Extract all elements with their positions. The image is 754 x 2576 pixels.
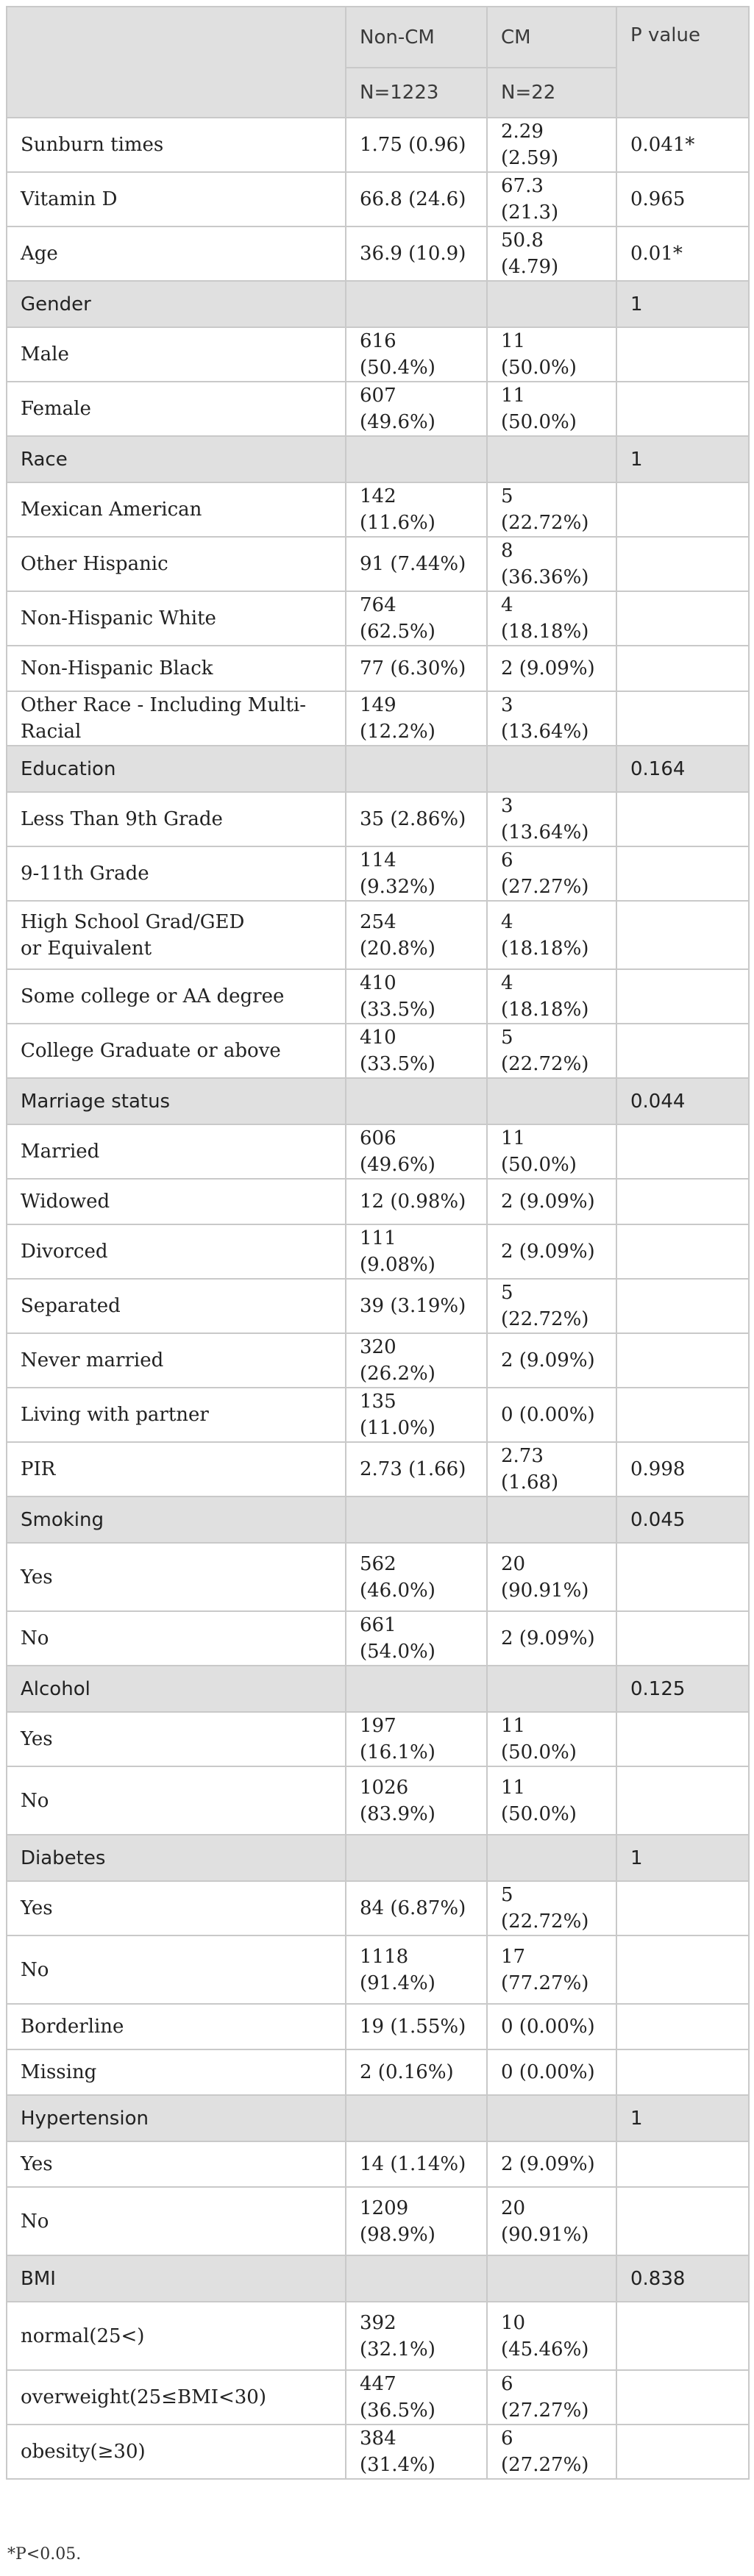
section-empty-cell [346, 1666, 487, 1712]
table-row [7, 1442, 749, 1496]
table-row [7, 691, 749, 746]
section-empty-cell [487, 1666, 616, 1712]
row-label: Sunburn times [7, 118, 346, 172]
table-row [7, 1881, 749, 1935]
row-label: Yes [7, 1543, 346, 1611]
p-value [616, 537, 749, 591]
noncm-value: 111 (9.08%) [346, 1224, 487, 1279]
cm-value: 20 (90.91%) [487, 1543, 616, 1611]
noncm-value: 1209 (98.9%) [346, 2187, 487, 2255]
table-row [7, 591, 749, 646]
cm-value: 11 (50.0%) [487, 382, 616, 436]
table-row [7, 646, 749, 691]
section-empty-cell [346, 746, 487, 792]
section-empty-cell [346, 1496, 487, 1543]
cm-value: 2.73 (1.68) [487, 1442, 616, 1496]
row-label: No [7, 1935, 346, 2004]
header-row [7, 7, 749, 68]
noncm-value: 19 (1.55%) [346, 2004, 487, 2049]
section-p-value: 0.838 [616, 2255, 749, 2302]
p-value [616, 1124, 749, 1179]
row-label: Non-Hispanic White [7, 591, 346, 646]
header-cm: CM [487, 7, 616, 68]
cm-value: 2 (9.09%) [487, 1179, 616, 1224]
table-row [7, 2049, 749, 2095]
section-row [7, 436, 749, 482]
p-value [616, 1766, 749, 1835]
section-p-value: 0.045 [616, 1496, 749, 1543]
section-row [7, 746, 749, 792]
table-row [7, 1124, 749, 1179]
section-p-value: 1 [616, 1835, 749, 1881]
section-label: Alcohol [7, 1666, 346, 1712]
section-label: BMI [7, 2255, 346, 2302]
p-value [616, 969, 749, 1024]
table-row [7, 1766, 749, 1835]
table-row [7, 846, 749, 901]
section-label: Marriage status [7, 1078, 346, 1124]
section-empty-cell [346, 1835, 487, 1881]
noncm-value: 2 (0.16%) [346, 2049, 487, 2095]
section-empty-cell [346, 1078, 487, 1124]
p-value [616, 482, 749, 537]
section-p-value: 0.164 [616, 746, 749, 792]
row-label: overweight(25≤BMI<30) [7, 2370, 346, 2425]
p-value [616, 901, 749, 969]
header-noncm-n: N=1223 [346, 68, 487, 118]
table-row [7, 2187, 749, 2255]
noncm-value: 197 (16.1%) [346, 1712, 487, 1766]
noncm-value: 2.73 (1.66) [346, 1442, 487, 1496]
cm-value: 5 (22.72%) [487, 1024, 616, 1078]
noncm-value: 39 (3.19%) [346, 1279, 487, 1333]
table-row [7, 901, 749, 969]
table-row [7, 1543, 749, 1611]
section-label: Education [7, 746, 346, 792]
table-row [7, 1024, 749, 1078]
section-row [7, 1078, 749, 1124]
cm-value: 5 (22.72%) [487, 482, 616, 537]
p-value [616, 2141, 749, 2187]
section-empty-cell [487, 281, 616, 327]
table-row [7, 226, 749, 281]
noncm-value: 320 (26.2%) [346, 1333, 487, 1388]
cm-value: 2.29 (2.59) [487, 118, 616, 172]
noncm-value: 607 (49.6%) [346, 382, 487, 436]
p-value [616, 1611, 749, 1666]
p-value [616, 2370, 749, 2425]
row-label: Other Race - Including Multi-Racial [7, 691, 346, 746]
p-value [616, 792, 749, 846]
table-row [7, 1179, 749, 1224]
p-value [616, 646, 749, 691]
section-empty-cell [346, 281, 487, 327]
cm-value: 2 (9.09%) [487, 1224, 616, 1279]
noncm-value: 1118 (91.4%) [346, 1935, 487, 2004]
row-label: Borderline [7, 2004, 346, 2049]
noncm-value: 35 (2.86%) [346, 792, 487, 846]
noncm-value: 149 (12.2%) [346, 691, 487, 746]
cm-value: 11 (50.0%) [487, 327, 616, 382]
cm-value: 6 (27.27%) [487, 2425, 616, 2479]
section-empty-cell [487, 1835, 616, 1881]
p-value [616, 382, 749, 436]
p-value [616, 2187, 749, 2255]
section-empty-cell [487, 2095, 616, 2141]
row-label: Yes [7, 2141, 346, 2187]
cm-value: 2 (9.09%) [487, 2141, 616, 2187]
p-value [616, 1024, 749, 1078]
table-row [7, 482, 749, 537]
cm-value: 2 (9.09%) [487, 1611, 616, 1666]
p-value [616, 327, 749, 382]
section-empty-cell [487, 436, 616, 482]
noncm-value: 410 (33.5%) [346, 1024, 487, 1078]
section-p-value: 1 [616, 2095, 749, 2141]
p-value [616, 2049, 749, 2095]
row-label: obesity(≥30) [7, 2425, 346, 2479]
cm-value: 17 (77.27%) [487, 1935, 616, 2004]
row-label: Female [7, 382, 346, 436]
section-row [7, 2255, 749, 2302]
table-row [7, 969, 749, 1024]
p-value [616, 691, 749, 746]
cm-value: 4 (18.18%) [487, 969, 616, 1024]
row-label: Age [7, 226, 346, 281]
cm-value: 20 (90.91%) [487, 2187, 616, 2255]
table-row [7, 1333, 749, 1388]
row-label: Non-Hispanic Black [7, 646, 346, 691]
noncm-value: 36.9 (10.9) [346, 226, 487, 281]
noncm-value: 606 (49.6%) [346, 1124, 487, 1179]
noncm-value: 410 (33.5%) [346, 969, 487, 1024]
p-value [616, 1543, 749, 1611]
row-label: Some college or AA degree [7, 969, 346, 1024]
table-row [7, 1224, 749, 1279]
section-empty-cell [487, 1496, 616, 1543]
header-noncm: Non-CM [346, 7, 487, 68]
section-label: Smoking [7, 1496, 346, 1543]
noncm-value: 562 (46.0%) [346, 1543, 487, 1611]
row-label: No [7, 1766, 346, 1835]
cm-value: 5 (22.72%) [487, 1881, 616, 1935]
p-value: 0.041* [616, 118, 749, 172]
cm-value: 5 (22.72%) [487, 1279, 616, 1333]
row-label: normal(25<) [7, 2302, 346, 2370]
cm-value: 2 (9.09%) [487, 646, 616, 691]
table-row [7, 1279, 749, 1333]
table-row [7, 118, 749, 172]
cm-value: 0 (0.00%) [487, 1388, 616, 1442]
p-value [616, 591, 749, 646]
section-row [7, 1835, 749, 1881]
row-label: Yes [7, 1881, 346, 1935]
noncm-value: 1.75 (0.96) [346, 118, 487, 172]
noncm-value: 764 (62.5%) [346, 591, 487, 646]
noncm-value: 66.8 (24.6) [346, 172, 487, 226]
p-value [616, 2004, 749, 2049]
table-row [7, 1611, 749, 1666]
table-row [7, 327, 749, 382]
p-value [616, 1224, 749, 1279]
p-value [616, 2425, 749, 2479]
section-empty-cell [487, 1078, 616, 1124]
section-empty-cell [346, 436, 487, 482]
baseline-characteristics-table [6, 6, 750, 2480]
section-empty-cell [346, 2255, 487, 2302]
noncm-value: 114 (9.32%) [346, 846, 487, 901]
section-empty-cell [346, 2095, 487, 2141]
p-value: 0.998 [616, 1442, 749, 1496]
table-row [7, 537, 749, 591]
header-cm-n: N=22 [487, 68, 616, 118]
section-label: Gender [7, 281, 346, 327]
noncm-value: 384 (31.4%) [346, 2425, 487, 2479]
row-label: Divorced [7, 1224, 346, 1279]
p-value [616, 1333, 749, 1388]
section-row [7, 2095, 749, 2141]
p-value [616, 1935, 749, 2004]
row-label: Mexican American [7, 482, 346, 537]
header-blank-cell [7, 7, 346, 118]
row-label: High School Grad/GED or Equivalent [7, 901, 346, 969]
cm-value: 0 (0.00%) [487, 2049, 616, 2095]
table-row [7, 1712, 749, 1766]
row-label: No [7, 2187, 346, 2255]
cm-value: 67.3 (21.3) [487, 172, 616, 226]
row-label: PIR [7, 1442, 346, 1496]
cm-value: 11 (50.0%) [487, 1124, 616, 1179]
section-p-value: 0.044 [616, 1078, 749, 1124]
noncm-value: 77 (6.30%) [346, 646, 487, 691]
table-row [7, 1388, 749, 1442]
table-row [7, 382, 749, 436]
table-row [7, 2004, 749, 2049]
row-label: Male [7, 327, 346, 382]
noncm-value: 1026 (83.9%) [346, 1766, 487, 1835]
row-label: 9-11th Grade [7, 846, 346, 901]
section-p-value: 1 [616, 281, 749, 327]
cm-value: 0 (0.00%) [487, 2004, 616, 2049]
noncm-value: 254 (20.8%) [346, 901, 487, 969]
section-label: Race [7, 436, 346, 482]
row-label: Other Hispanic [7, 537, 346, 591]
cm-value: 2 (9.09%) [487, 1333, 616, 1388]
p-value [616, 1388, 749, 1442]
row-label: Widowed [7, 1179, 346, 1224]
cm-value: 3 (13.64%) [487, 691, 616, 746]
section-row [7, 281, 749, 327]
table-row [7, 2302, 749, 2370]
row-label: No [7, 1611, 346, 1666]
p-value [616, 2302, 749, 2370]
row-label: Never married [7, 1333, 346, 1388]
row-label: Less Than 9th Grade [7, 792, 346, 846]
table-footnote: *P<0.05. [7, 2545, 82, 2563]
header-pvalue: P value [616, 7, 749, 118]
noncm-value: 91 (7.44%) [346, 537, 487, 591]
row-label: Married [7, 1124, 346, 1179]
table-row [7, 2370, 749, 2425]
cm-value: 6 (27.27%) [487, 2370, 616, 2425]
row-label: College Graduate or above [7, 1024, 346, 1078]
table-row [7, 792, 749, 846]
noncm-value: 392 (32.1%) [346, 2302, 487, 2370]
cm-value: 4 (18.18%) [487, 591, 616, 646]
noncm-value: 447 (36.5%) [346, 2370, 487, 2425]
noncm-value: 616 (50.4%) [346, 327, 487, 382]
cm-value: 50.8 (4.79) [487, 226, 616, 281]
section-p-value: 0.125 [616, 1666, 749, 1712]
cm-value: 10 (45.46%) [487, 2302, 616, 2370]
table-row [7, 1935, 749, 2004]
noncm-value: 142 (11.6%) [346, 482, 487, 537]
row-label: Yes [7, 1712, 346, 1766]
cm-value: 3 (13.64%) [487, 792, 616, 846]
cm-value: 8 (36.36%) [487, 537, 616, 591]
p-value [616, 1179, 749, 1224]
section-row [7, 1666, 749, 1712]
noncm-value: 135 (11.0%) [346, 1388, 487, 1442]
noncm-value: 84 (6.87%) [346, 1881, 487, 1935]
table-row [7, 172, 749, 226]
noncm-value: 14 (1.14%) [346, 2141, 487, 2187]
cm-value: 4 (18.18%) [487, 901, 616, 969]
cm-value: 11 (50.0%) [487, 1712, 616, 1766]
cm-value: 6 (27.27%) [487, 846, 616, 901]
section-empty-cell [487, 746, 616, 792]
p-value [616, 1881, 749, 1935]
section-empty-cell [487, 2255, 616, 2302]
row-label: Missing [7, 2049, 346, 2095]
section-row [7, 1496, 749, 1543]
section-label: Diabetes [7, 1835, 346, 1881]
noncm-value: 661 (54.0%) [346, 1611, 487, 1666]
p-value [616, 846, 749, 901]
section-label: Hypertension [7, 2095, 346, 2141]
section-p-value: 1 [616, 436, 749, 482]
p-value [616, 1279, 749, 1333]
cm-value: 11 (50.0%) [487, 1766, 616, 1835]
noncm-value: 12 (0.98%) [346, 1179, 487, 1224]
row-label: Vitamin D [7, 172, 346, 226]
row-label: Separated [7, 1279, 346, 1333]
p-value: 0.01* [616, 226, 749, 281]
p-value [616, 1712, 749, 1766]
table-body [7, 7, 749, 2479]
p-value: 0.965 [616, 172, 749, 226]
table-row [7, 2425, 749, 2479]
row-label: Living with partner [7, 1388, 346, 1442]
table-row [7, 2141, 749, 2187]
